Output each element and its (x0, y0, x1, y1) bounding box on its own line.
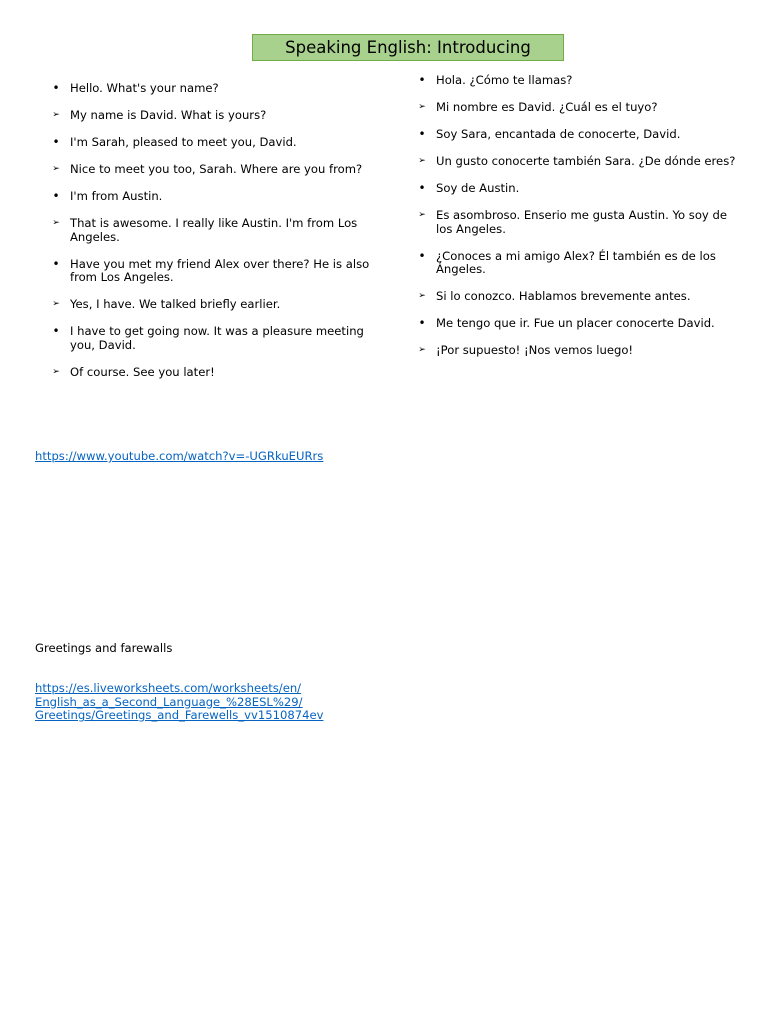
spanish-line-text: Un gusto conocerte también Sara. ¿De dónde eres? (436, 154, 736, 168)
round-bullet-icon: • (52, 135, 60, 149)
arrow-bullet-icon: ➢ (418, 291, 426, 301)
round-bullet-icon: • (418, 248, 426, 263)
liveworksheets-link[interactable]: https://es.liveworksheets.com/worksheets/en/ English_as_a_Second_Language_%28ESL%29/ Greetings/Greetings_and_Farewells_vv1510874ev (35, 681, 324, 722)
arrow-bullet-icon: ➢ (418, 156, 426, 166)
english-line-text: I'm Sarah, pleased to meet you, David. (70, 135, 297, 149)
spanish-line-text: ¡Por supuesto! ¡Nos vemos luego! (436, 343, 634, 357)
english-dialogue-list (50, 82, 370, 393)
arrow-bullet-icon: ➢ (52, 299, 60, 309)
english-line (50, 217, 370, 244)
spanish-line-text: Soy de Austin. (436, 181, 520, 195)
arrow-bullet-icon: ➢ (418, 345, 426, 355)
english-line-text: That is awesome. I really like Austin. I'm from Los Angeles. (70, 216, 358, 244)
round-bullet-icon: • (52, 189, 60, 203)
english-line (50, 258, 370, 285)
greetings-farewells-heading: Greetings and farewalls (35, 641, 173, 655)
spanish-line-text: Soy Sara, encantada de conocerte, David. (436, 127, 681, 141)
english-line-text: Of course. See you later! (70, 364, 215, 379)
english-line-text: Nice to meet you too, Sarah. Where are you from? (70, 162, 363, 176)
round-bullet-icon: • (418, 181, 426, 195)
spanish-line-text: Hola. ¿Cómo te llamas? (436, 73, 573, 87)
round-bullet-icon: • (52, 324, 60, 338)
round-bullet-icon: • (52, 256, 60, 271)
english-line (50, 298, 370, 312)
arrow-bullet-icon: ➢ (52, 110, 60, 120)
spanish-line (416, 128, 738, 142)
round-bullet-icon: • (418, 316, 426, 330)
english-line-text: I'm from Austin. (70, 189, 163, 203)
youtube-video-link[interactable]: https://www.youtube.com/watch?v=-UGRkuEURrs (35, 449, 324, 463)
english-line-text: Hello. What's your name? (70, 81, 219, 95)
spanish-line-text: Si lo conozco. Hablamos brevemente antes. (436, 289, 691, 303)
arrow-bullet-icon: ➢ (418, 102, 426, 112)
spanish-line-text: Mi nombre es David. ¿Cuál es el tuyo? (436, 100, 658, 114)
spanish-line (416, 155, 738, 169)
arrow-bullet-icon: ➢ (418, 210, 426, 220)
spanish-line (416, 101, 738, 115)
english-line (50, 325, 370, 352)
english-line (50, 366, 370, 380)
round-bullet-icon: • (52, 81, 60, 95)
english-line-text: My name is David. What is yours? (70, 108, 267, 122)
page-title: Speaking English: Introducing (252, 34, 564, 61)
english-line (50, 109, 370, 123)
english-line-text: I have to get going now. It was a pleasure meeting you, David. (70, 324, 364, 352)
spanish-line (416, 317, 738, 331)
spanish-line (416, 290, 738, 304)
spanish-dialogue-list (416, 74, 738, 371)
english-line-text: Yes, I have. We talked briefly earlier. (70, 297, 281, 311)
spanish-line (416, 344, 738, 358)
spanish-line-text: ¿Conoces a mi amigo Alex? Él también es de los Ángeles. (436, 248, 716, 276)
arrow-bullet-icon: ➢ (52, 164, 60, 174)
english-line-text: Have you met my friend Alex over there? He is also from Los Angeles. (70, 256, 370, 284)
spanish-line (416, 250, 738, 277)
spanish-line-text: Me tengo que ir. Fue un placer conocerte David. (436, 316, 715, 330)
english-line (50, 190, 370, 204)
spanish-line (416, 209, 738, 236)
english-line (50, 82, 370, 96)
spanish-line (416, 74, 738, 88)
arrow-bullet-icon: ➢ (52, 218, 60, 228)
english-line (50, 136, 370, 150)
spanish-line-text: Es asombroso. Enserio me gusta Austin. Yo soy de los Angeles. (436, 208, 727, 236)
english-line (50, 163, 370, 177)
round-bullet-icon: • (418, 127, 426, 141)
round-bullet-icon: • (418, 73, 426, 87)
arrow-bullet-icon: ➢ (52, 366, 60, 377)
spanish-line (416, 182, 738, 196)
